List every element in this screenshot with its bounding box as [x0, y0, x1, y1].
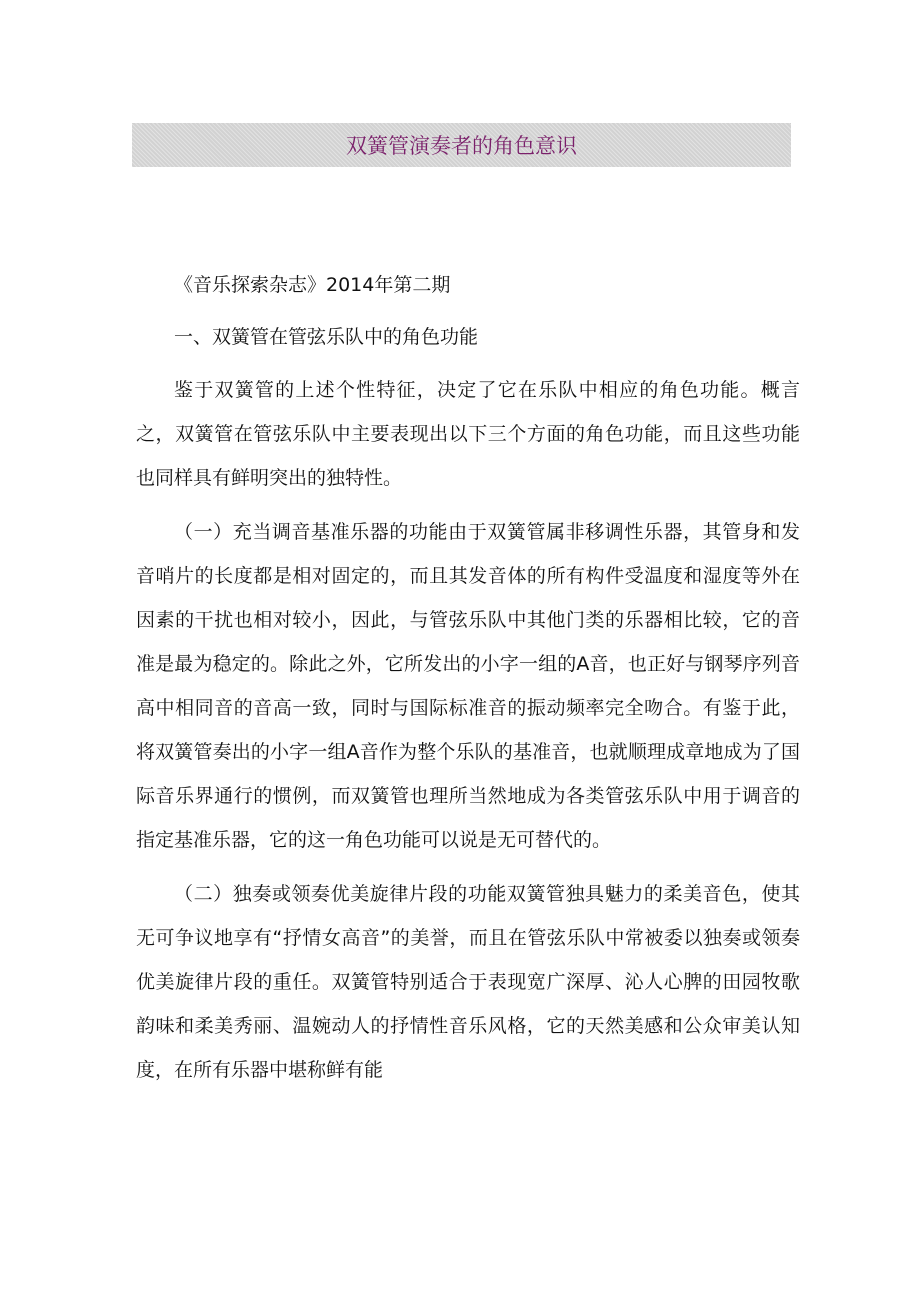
title-banner — [132, 123, 791, 167]
paragraph-intro: 鉴于双簧管的上述个性特征，决定了它在乐队中相应的角色功能。概言之，双簧管在管弦乐队中主要表现出以下三个方面的角色功能，而且这些功能也同样具有鲜明突出的独特性。 — [136, 379, 800, 489]
paragraph-tuning: （一）充当调音基准乐器的功能由于双簧管属非移调性乐器，其管身和发音哨片的长度都是相对固定的，而且其发音体的所有构件受温度和湿度等外在因素的干扰也相对较小，因此，与管弦乐队中其他门类的乐器相比较，它的音准是最为稳定的。除此之外，它所发出的小字一组的A音，也正好与钢琴序列音高中相同音的音高一致，同时与国际标准音的振动频率完全吻合。有鉴于此，将双簧管奏出的小字一组A音作为整个乐队的基准音，也就顺理成章地成为了国际音乐界通行的惯例，而双簧管也理所当然地成为各类管弦乐队中用于调音的指定基准乐器，它的这一角色功能可以说是无可替代的。 — [136, 521, 800, 851]
document-title: 双簧管演奏者的角色意识 — [346, 134, 577, 158]
paragraph-solo: （二）独奏或领奏优美旋律片段的功能双簧管独具魅力的柔美音色，使其无可争议地享有“抒情女高音”的美誉，而且在管弦乐队中常被委以独奏或领奏优美旋律片段的重任。双簧管特别适合于表现宽广深厚、沁人心脾的田园牧歌韵味和柔美秀丽、温婉动人的抒情性音乐风格，它的天然美感和公众审美认知度，在所有乐器中堪称鲜有能 — [136, 883, 800, 1081]
section-heading: 一、双簧管在管弦乐队中的角色功能 — [174, 326, 479, 348]
source-line: 《音乐探索杂志》2014年第二期 — [174, 274, 451, 296]
document-body — [136, 264, 800, 1092]
